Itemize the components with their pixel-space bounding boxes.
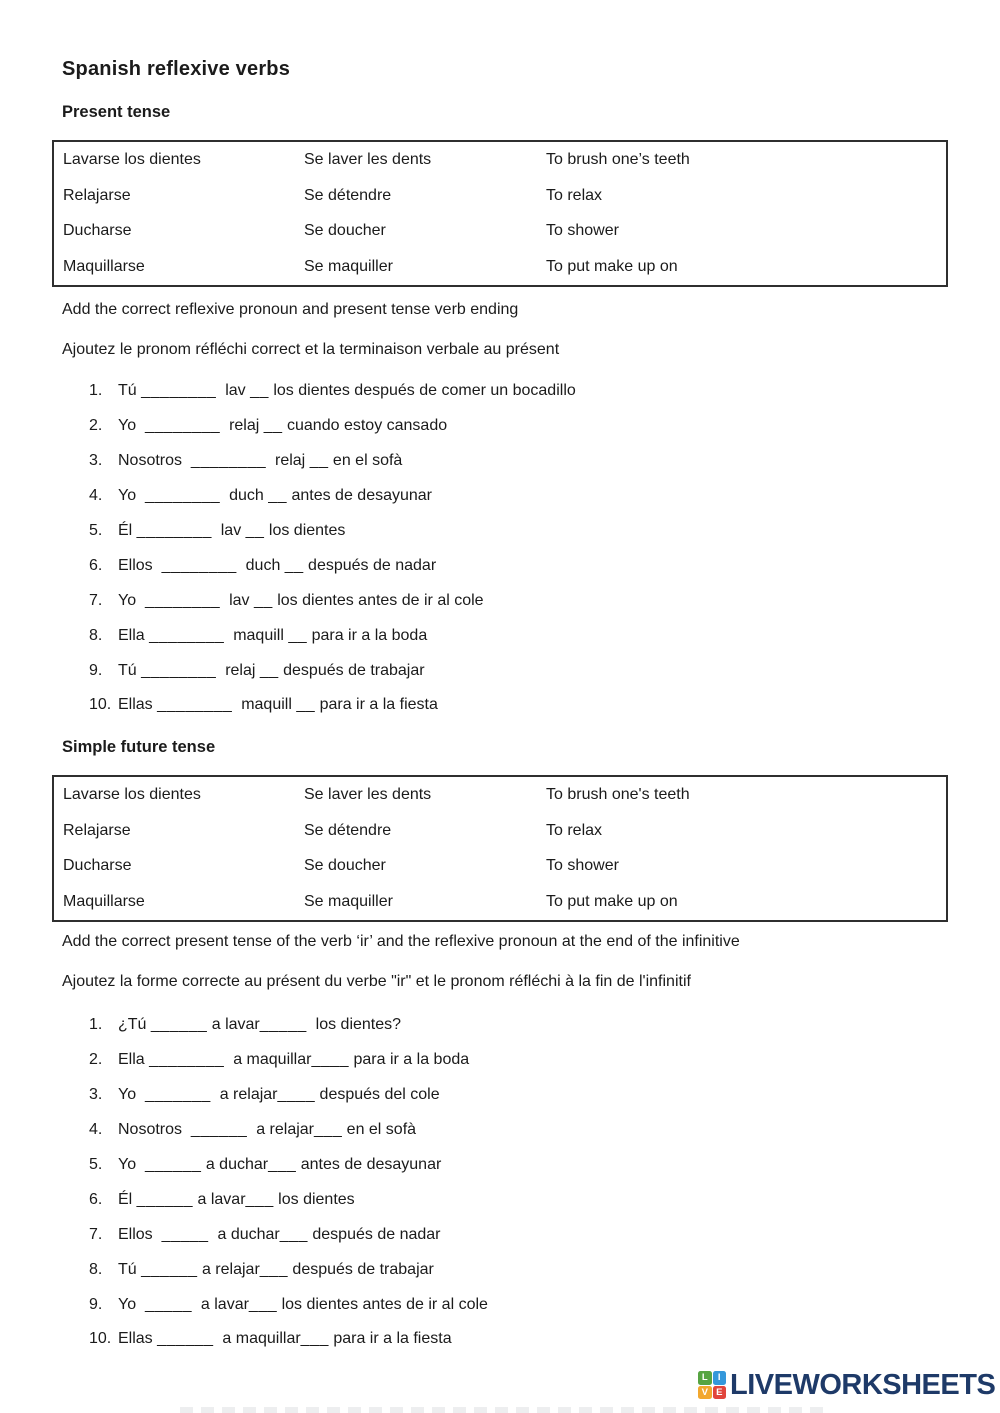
exercise-item <box>89 1043 970 1078</box>
item-body <box>118 522 345 540</box>
vocab-cell: Lavarse los dientes <box>63 150 201 168</box>
answer-blank[interactable]: ________ <box>141 661 217 679</box>
answer-blank[interactable]: __ <box>309 452 329 470</box>
item-body <box>118 1156 441 1174</box>
exercise-list-future <box>89 1008 970 1357</box>
answer-blank[interactable]: ___ <box>245 1190 274 1208</box>
answer-blank[interactable]: __ <box>288 626 308 644</box>
answer-blank[interactable]: __ <box>263 417 283 435</box>
item-text: después de nadar <box>303 556 437 574</box>
item-text: a lavar <box>207 1016 260 1034</box>
item-text: relaj <box>266 452 310 470</box>
answer-blank[interactable]: ________ <box>141 382 217 400</box>
item-text: cuando estoy cansado <box>282 417 448 435</box>
answer-blank[interactable]: _____ <box>259 1016 307 1034</box>
answer-blank[interactable]: __ <box>284 556 304 574</box>
vocab-cell: Se laver les dents <box>304 150 432 168</box>
item-number: 10. <box>89 1330 112 1348</box>
item-text: a relajar <box>197 1260 260 1278</box>
vocab-row <box>54 142 946 178</box>
item-text: a maquillar <box>213 1330 301 1348</box>
answer-blank[interactable]: ______ <box>136 1190 194 1208</box>
section-heading-future: Simple future tense <box>62 738 216 756</box>
answer-blank[interactable]: ___ <box>268 1156 297 1173</box>
logo-square-i: I <box>713 1371 727 1385</box>
vocab-row <box>54 214 946 250</box>
item-text: Tú <box>118 1260 142 1278</box>
item-body <box>118 417 447 435</box>
answer-blank[interactable]: ______ <box>150 1016 208 1034</box>
item-text: Ella <box>118 626 150 644</box>
vocab-row <box>54 813 946 849</box>
liveworksheets-logo-text: LIVEWORKSHEETS <box>730 1368 996 1401</box>
answer-blank[interactable]: ________ <box>145 417 221 435</box>
answer-blank[interactable]: ___ <box>259 1260 288 1278</box>
item-body <box>118 1261 434 1279</box>
exercise-item <box>89 688 970 723</box>
vocab-row <box>54 777 946 813</box>
item-text: lav <box>220 591 254 609</box>
answer-blank[interactable]: ___ <box>314 1121 343 1139</box>
exercise-item <box>89 1182 970 1217</box>
item-text: Yo <box>118 1156 145 1173</box>
liveworksheets-logo[interactable] <box>698 1366 995 1404</box>
answer-blank[interactable]: ___ <box>300 1330 329 1348</box>
answer-blank[interactable]: ________ <box>149 626 225 644</box>
item-text: para ir a la boda <box>349 1051 470 1069</box>
item-text: antes de desayunar <box>287 487 433 505</box>
vocab-cell: Se maquiller <box>304 893 393 911</box>
item-text: Nosotros <box>118 452 191 470</box>
vocab-row <box>54 849 946 885</box>
item-body <box>118 1051 469 1069</box>
vocab-cell: Se doucher <box>304 222 386 240</box>
item-body <box>118 1086 440 1104</box>
logo-square-e: E <box>713 1386 727 1400</box>
vocab-cell: Se maquiller <box>304 258 393 276</box>
exercise-item <box>89 1217 970 1252</box>
item-number: 7. <box>89 591 103 609</box>
item-text: después del cole <box>315 1086 440 1104</box>
exercise-item <box>89 1078 970 1113</box>
vocab-cell: To shower <box>546 222 619 240</box>
instruction-french: Ajoutez le pronom réfléchi correct et la terminaison verbale au présent <box>62 341 560 358</box>
item-number: 4. <box>89 487 103 505</box>
item-body <box>118 1296 488 1314</box>
vocab-cell: To relax <box>546 821 603 839</box>
answer-blank[interactable]: ________ <box>190 452 267 470</box>
item-text: los dientes <box>264 522 346 539</box>
item-number: 2. <box>89 417 103 435</box>
item-text: ¿Tú <box>118 1016 151 1034</box>
item-text: Yo <box>118 1086 145 1104</box>
exercise-item <box>89 479 970 514</box>
exercise-item <box>89 1148 970 1183</box>
exercise-item <box>89 1252 970 1287</box>
exercise-item <box>89 1008 970 1043</box>
vocab-cell: Se laver les dents <box>304 785 432 803</box>
vocab-row <box>54 178 946 214</box>
item-text: después de trabajar <box>287 1260 434 1278</box>
answer-blank[interactable]: ___ <box>248 1295 278 1313</box>
vocab-cell: Ducharse <box>63 222 132 240</box>
item-text: a lavar <box>193 1190 246 1208</box>
item-text: los dientes? <box>306 1016 402 1034</box>
answer-blank[interactable]: ____ <box>311 1051 350 1069</box>
answer-blank[interactable]: ______ <box>145 1156 202 1173</box>
item-text: Yo <box>118 1295 145 1313</box>
exercise-item <box>89 444 970 479</box>
item-text: Él <box>118 522 137 539</box>
exercise-item <box>89 1113 970 1148</box>
exercise-item <box>89 618 970 653</box>
vocab-cell: To put make up on <box>546 258 678 276</box>
item-text: a duchar <box>208 1225 280 1243</box>
answer-blank[interactable]: __ <box>268 487 288 505</box>
exercise-item <box>89 374 970 409</box>
item-number: 5. <box>89 522 103 539</box>
exercise-item <box>89 514 970 549</box>
answer-blank[interactable]: ________ <box>149 1051 225 1069</box>
answer-blank[interactable]: _______ <box>145 1086 211 1104</box>
item-text: Ellos <box>118 556 162 574</box>
item-text: para ir a la fiesta <box>328 1330 452 1348</box>
item-body <box>118 1191 355 1209</box>
item-body <box>118 1330 452 1348</box>
exercise-item <box>89 653 970 688</box>
item-text: Él <box>118 1190 137 1208</box>
item-text: en el sofà <box>342 1121 417 1139</box>
answer-blank[interactable]: __ <box>250 382 269 400</box>
item-body <box>118 696 438 714</box>
exercise-item <box>89 1287 970 1322</box>
vocab-cell: To brush one’s teeth <box>546 150 690 168</box>
item-number: 3. <box>89 452 103 470</box>
item-text: a duchar <box>201 1156 269 1173</box>
item-body <box>118 662 425 680</box>
item-text: después de trabajar <box>278 661 425 679</box>
vocab-table-future <box>52 775 948 922</box>
vocab-cell: Maquillarse <box>63 893 145 911</box>
item-text: relaj <box>220 417 264 435</box>
item-text: los dientes <box>273 1190 355 1208</box>
item-text: Ella <box>118 1051 150 1069</box>
item-body <box>118 487 432 505</box>
answer-blank[interactable]: __ <box>296 696 316 714</box>
item-body <box>118 627 427 645</box>
item-text: relaj <box>216 661 260 679</box>
section-heading-present: Present tense <box>62 103 171 121</box>
item-text: para ir a la boda <box>307 626 428 644</box>
answer-blank[interactable]: ______ <box>141 1260 198 1278</box>
instruction-english: Add the correct reflexive pronoun and present tense verb ending <box>62 301 519 318</box>
answer-blank[interactable]: __ <box>245 522 265 539</box>
logo-square-l: L <box>698 1371 712 1385</box>
vocab-cell: Se détendre <box>304 186 392 204</box>
answer-blank[interactable]: _____ <box>145 1295 192 1313</box>
answer-blank[interactable]: ___ <box>279 1225 308 1243</box>
item-text: duch <box>236 556 285 574</box>
answer-blank[interactable]: __ <box>253 591 273 609</box>
logo-square-v: V <box>698 1386 712 1400</box>
exercise-item <box>89 409 970 444</box>
vocab-cell: Se doucher <box>304 857 386 875</box>
vocab-row <box>54 884 946 920</box>
answer-blank[interactable]: _____ <box>161 1225 209 1243</box>
item-number: 3. <box>89 1086 103 1104</box>
vocab-cell: Relajarse <box>63 186 131 204</box>
item-text: para ir a la fiesta <box>315 696 438 714</box>
vocab-row <box>54 249 946 285</box>
item-number: 6. <box>89 1190 103 1208</box>
item-text: antes de desayunar <box>296 1156 442 1173</box>
answer-blank[interactable]: ________ <box>157 696 233 714</box>
exercise-item <box>89 548 970 583</box>
item-text: maquill <box>224 626 289 644</box>
vocab-cell: Ducharse <box>63 857 132 875</box>
vocab-cell: Maquillarse <box>63 258 145 276</box>
item-number: 5. <box>89 1156 103 1173</box>
item-text: Nosotros <box>118 1121 191 1139</box>
item-text: los dientes antes de ir al cole <box>272 591 484 609</box>
item-number: 6. <box>89 556 103 574</box>
item-body <box>118 452 402 470</box>
item-body <box>118 592 484 610</box>
item-text: en el sofà <box>328 452 403 470</box>
item-body <box>118 1121 416 1139</box>
item-text: a relajar <box>210 1086 278 1104</box>
vocab-table-present <box>52 140 948 287</box>
exercise-item <box>89 1322 970 1357</box>
item-body <box>118 382 576 400</box>
item-number: 9. <box>89 1295 103 1313</box>
item-text: lav <box>211 522 246 539</box>
exercise-list-present <box>89 374 970 723</box>
cut-off-footer-text <box>180 1407 828 1413</box>
answer-blank[interactable]: ____ <box>277 1086 316 1104</box>
vocab-cell: To shower <box>546 857 619 875</box>
item-text: Yo <box>118 591 145 609</box>
item-number: 8. <box>89 626 103 644</box>
item-text: Ellas <box>118 1330 158 1348</box>
vocab-cell: To put make up on <box>546 893 678 911</box>
answer-blank[interactable]: ________ <box>145 591 221 609</box>
item-text: Yo <box>118 417 145 435</box>
page-title: Spanish reflexive verbs <box>62 58 291 80</box>
vocab-cell: Relajarse <box>63 821 131 839</box>
answer-blank[interactable]: ________ <box>161 556 237 574</box>
item-number: 10. <box>89 696 112 714</box>
vocab-cell: Se détendre <box>304 821 392 839</box>
item-text: maquill <box>232 696 297 714</box>
item-number: 2. <box>89 1051 103 1069</box>
instruction-french: Ajoutez la forme correcte au présent du verbe "ir" et le pronom réfléchi à la fin de l'infinitif <box>62 973 691 990</box>
item-text: a relajar <box>247 1121 315 1139</box>
item-number: 8. <box>89 1260 103 1278</box>
answer-blank[interactable]: ______ <box>157 1330 214 1348</box>
item-number: 7. <box>89 1225 103 1243</box>
vocab-cell: To relax <box>546 186 603 204</box>
item-text: los dientes después de comer un bocadillo <box>268 382 576 400</box>
answer-blank[interactable]: __ <box>259 661 279 679</box>
item-text: Ellos <box>118 1225 162 1243</box>
item-text: Tú <box>118 661 142 679</box>
item-text: Ellas <box>118 696 158 714</box>
item-text: después de nadar <box>307 1225 441 1243</box>
vocab-cell: To brush one's teeth <box>546 785 690 803</box>
vocab-cell: Lavarse los dientes <box>63 785 201 803</box>
item-text: los dientes antes de ir al cole <box>277 1295 488 1313</box>
answer-blank[interactable]: ________ <box>136 522 212 539</box>
liveworksheets-logo-icon <box>698 1371 726 1399</box>
item-text: Yo <box>118 487 145 505</box>
item-body <box>118 1016 401 1034</box>
item-text: Tú <box>118 382 142 400</box>
instruction-english: Add the correct present tense of the verb ‘ir’ and the reflexive pronoun at the end of the infinitive <box>62 933 740 950</box>
item-number: 4. <box>89 1121 103 1139</box>
item-text: a lavar <box>192 1295 249 1313</box>
item-number: 1. <box>89 382 103 400</box>
item-text: lav <box>216 382 251 400</box>
item-text: duch <box>220 487 269 505</box>
answer-blank[interactable]: ________ <box>145 487 221 505</box>
exercise-item <box>89 583 970 618</box>
item-body <box>118 1226 440 1244</box>
item-body <box>118 557 436 575</box>
answer-blank[interactable]: ______ <box>190 1121 248 1139</box>
item-number: 1. <box>89 1016 103 1034</box>
item-text: a maquillar <box>224 1051 312 1069</box>
item-number: 9. <box>89 661 103 679</box>
